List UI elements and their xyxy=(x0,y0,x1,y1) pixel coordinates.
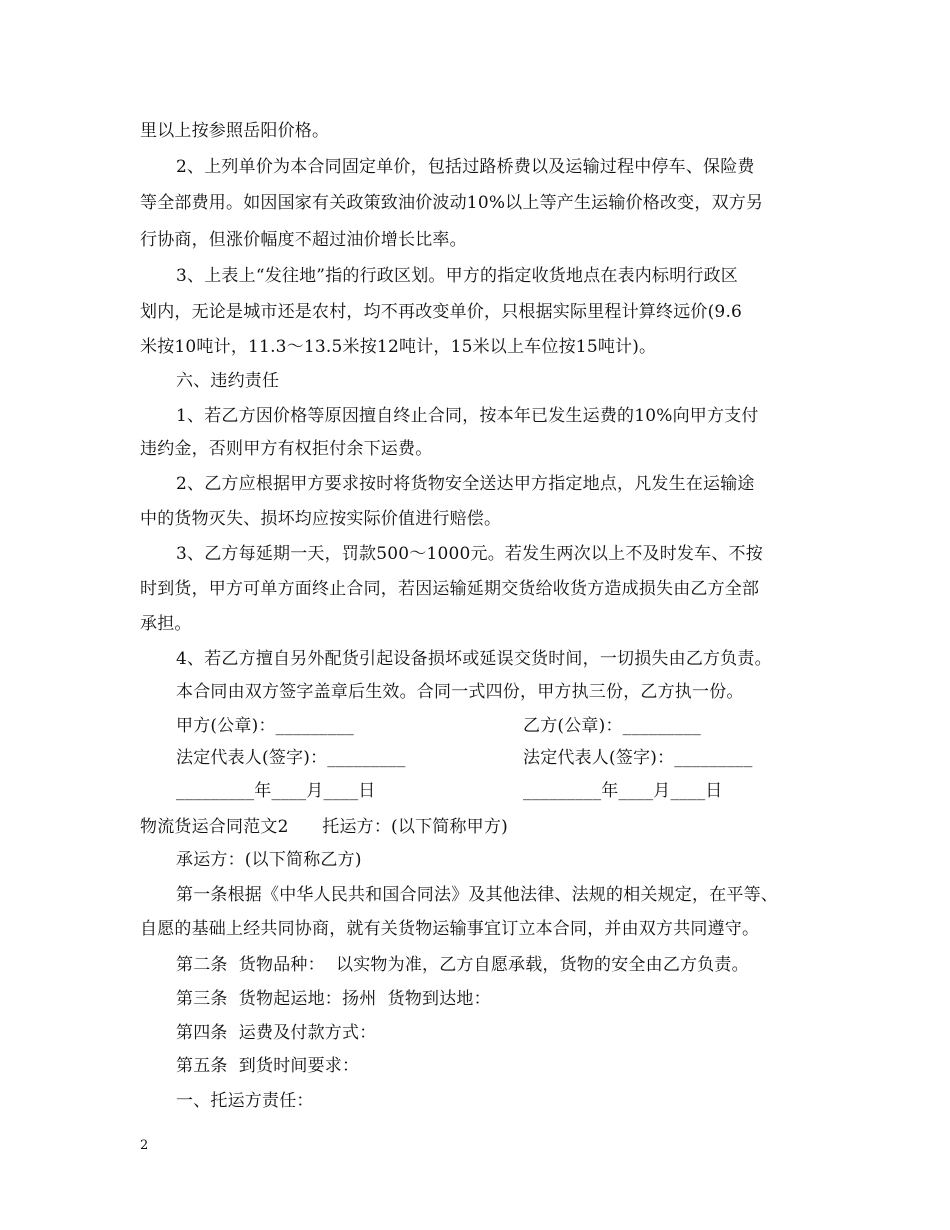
text-line: 第一条根据《中华人民共和国合同法》及其他法律、法规的相关规定，在平等、 xyxy=(176,885,778,905)
text-line: 中的货物灭失、损坏均应按实际价值进行赔偿。 xyxy=(140,509,502,529)
text-line: 米按10吨计，11.3～13.5米按12吨计，15米以上车位按15吨计)。 xyxy=(140,337,657,357)
party-b-seal: 乙方(公章)：_________ xyxy=(523,716,701,736)
party-b-date: _________年____月____日 xyxy=(523,781,723,801)
text-line: 3、上表上“发往地”指的行政区划。甲方的指定收货地点在表内标明行政区 xyxy=(176,266,738,286)
text-line: 第三条 货物起运地：扬州 货物到达地： xyxy=(176,989,491,1009)
party-a-signature: 法定代表人(签字)：_________ xyxy=(176,748,406,768)
text-line: 承担。 xyxy=(140,614,192,634)
party-b-signature: 法定代表人(签字)：_________ xyxy=(523,748,753,768)
text-line: 自愿的基础上经共同协商，就有关货物运输事宜订立本合同，并由双方共同遵守。 xyxy=(140,919,760,939)
text-line: 行协商，但涨价幅度不超过油价增长比率。 xyxy=(140,230,467,250)
text-line: 本合同由双方签字盖章后生效。合同一式四份，甲方执三份，乙方执一份。 xyxy=(176,682,744,702)
text-line: 4、若乙方擅自另外配货引起设备损坏或延误交货时间，一切损失由乙方负责。 xyxy=(176,649,772,669)
text-line: 时到货，甲方可单方面终止合同，若因运输延期交货给收货方造成损失由乙方全部 xyxy=(140,579,760,599)
text-line: 3、乙方每延期一天，罚款500～1000元。若发生两次以上不及时发车、不按 xyxy=(176,544,763,564)
text-line: 承运方：(以下简称乙方) xyxy=(176,850,362,870)
text-line: 里以上按参照岳阳价格。 xyxy=(140,121,330,141)
section-heading: 六、违约责任 xyxy=(176,371,280,391)
text-line: 物流货运合同范文2 托运方：(以下简称甲方) xyxy=(140,817,508,837)
party-a-date: _________年____月____日 xyxy=(176,781,376,801)
text-line: 一、托运方责任： xyxy=(176,1091,314,1111)
party-a-seal: 甲方(公章)：_________ xyxy=(176,716,354,736)
text-line: 1、若乙方因价格等原因擅自终止合同，按本年已发生运费的10%向甲方支付 xyxy=(176,406,759,426)
text-line: 第二条 货物品种： 以实物为准，乙方自愿承载，货物的安全由乙方负责。 xyxy=(176,955,749,975)
page-number: 2 xyxy=(140,1138,149,1153)
text-line: 2、上列单价为本合同固定单价，包括过路桥费以及运输过程中停车、保险费 xyxy=(176,157,755,177)
text-line: 违约金，否则甲方有权拒付余下运费。 xyxy=(140,439,433,459)
text-line: 等全部费用。如因国家有关政策致油价波动10%以上等产生运输价格改变，双方另 xyxy=(140,193,764,213)
text-line: 划内，无论是城市还是农村，均不再改变单价，只根据实际里程计算终远价(9.6 xyxy=(140,302,743,322)
text-line: 第五条 到货时间要求： xyxy=(176,1056,360,1076)
text-line: 2、乙方应根据甲方要求按时将货物安全送达甲方指定地点，凡发生在运输途 xyxy=(176,474,755,494)
text-line: 第四条 运费及付款方式： xyxy=(176,1023,377,1043)
